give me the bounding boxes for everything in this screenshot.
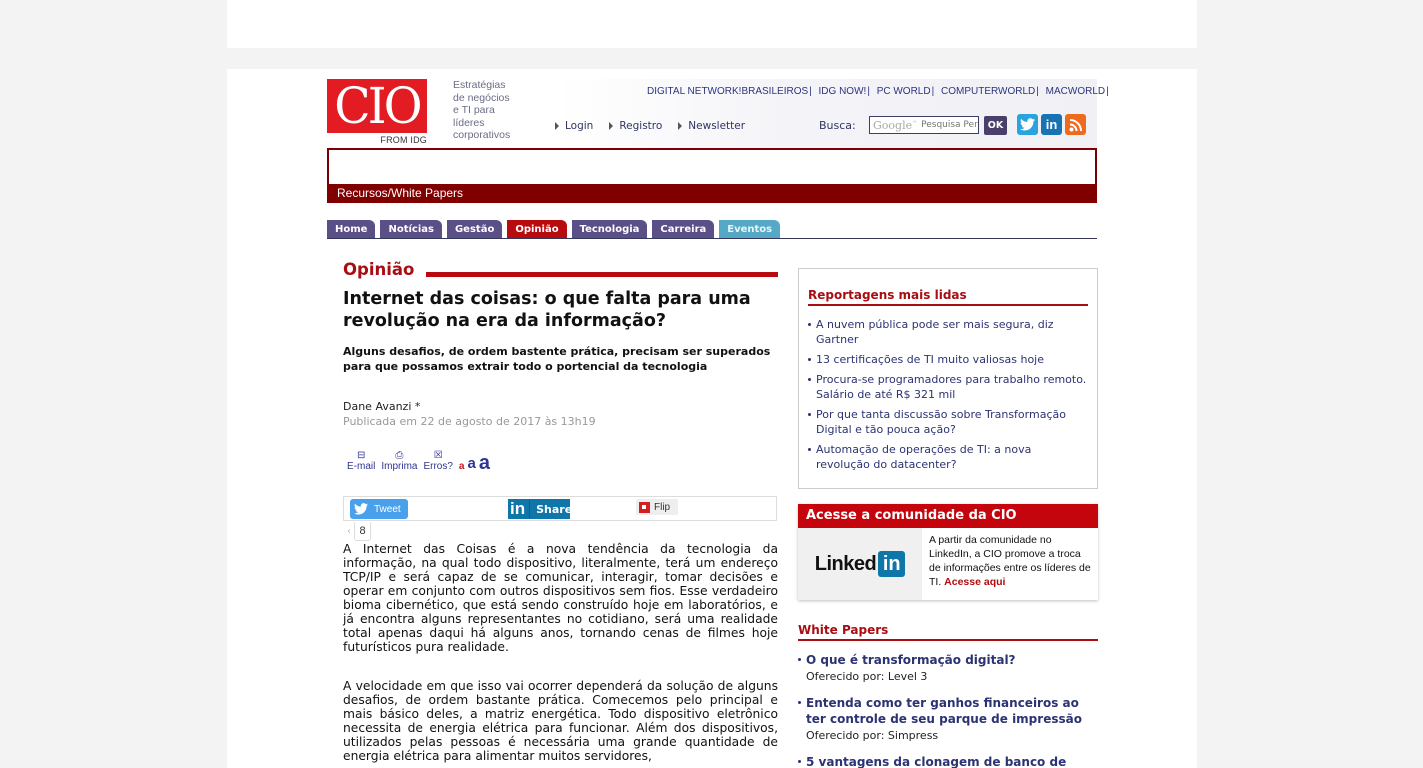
- most-read-item[interactable]: 13 certificações de TI muito valiosas hoje: [808, 352, 1088, 367]
- tab-home[interactable]: Home: [327, 220, 375, 238]
- community-link[interactable]: Acesse aqui: [944, 576, 1006, 588]
- tagline: [453, 79, 510, 142]
- triangle-right-icon: [555, 122, 559, 130]
- article-paragraph: A velocidade em que isso vai ocorrer dependerá da solução de alguns desafios, de ordem bastante prática. Comecemos pelo principal e mais básico deles, a matriz energética. Todo dispositivo eletrônico necessita de energia elétrica para funcionar. Além dos dispositivos, utilizados pelas pessoas é necessária uma grande quantidade de energia elétrica para alimentar muitos servidores,: [343, 679, 778, 763]
- community-description: A partir da comunidade no LinkedIn, a CIO promove a troca de informações entre os líderes de TI.: [929, 534, 1091, 588]
- main-tabs: [327, 220, 780, 238]
- nav-newsletter-label: Newsletter: [688, 120, 746, 132]
- white-paper-item: [798, 754, 1098, 768]
- report-error-button[interactable]: [423, 450, 452, 472]
- white-paper-sponsor: Oferecido por: Simpress: [806, 729, 939, 742]
- email-button[interactable]: [347, 450, 375, 472]
- tab-gestao[interactable]: Gestão: [447, 220, 502, 238]
- separator: |: [931, 86, 935, 97]
- article-subtitle: Alguns desafios, de ordem bastente prática, precisam ser superados para que possamos extrair todo o portencial da tecnologia: [343, 345, 771, 373]
- white-papers-title: White Papers: [798, 623, 1098, 641]
- print-label: Imprima: [381, 461, 418, 472]
- white-paper-link[interactable]: Entenda como ter ganhos financeiros ao ter controle de seu parque de impressão: [806, 696, 1082, 726]
- google-label: Google: [873, 118, 913, 132]
- search-box[interactable]: [869, 116, 979, 134]
- share-bar: [343, 496, 777, 521]
- white-paper-link[interactable]: 5 vantagens da clonagem de banco de: [806, 755, 1067, 768]
- top-ad-area: [227, 0, 1197, 48]
- page-container: [227, 69, 1197, 768]
- email-icon: ⊟: [356, 450, 366, 461]
- nav-login-label: Login: [565, 120, 594, 132]
- network-link-pc-world[interactable]: PC WORLD: [876, 86, 931, 97]
- article-author[interactable]: Dane Avanzi *: [343, 400, 421, 413]
- flipboard-button[interactable]: [636, 499, 678, 515]
- font-size-medium-button[interactable]: a: [467, 455, 476, 472]
- community-body: [798, 528, 1098, 600]
- linkedin-icon[interactable]: in: [1041, 114, 1062, 135]
- nav-registro[interactable]: [609, 120, 662, 132]
- network-links: [647, 86, 1113, 97]
- nav-newsletter[interactable]: [678, 120, 745, 132]
- network-link-computerworld[interactable]: COMPUTERWORLD: [941, 86, 1036, 97]
- linkedin-share-button[interactable]: [508, 499, 573, 519]
- most-read-item[interactable]: Procura-se programadores para trabalho remoto. Salário de até R$ 321 mil: [808, 372, 1088, 402]
- tweet-label: Tweet: [374, 503, 401, 515]
- twitter-icon[interactable]: [1017, 114, 1038, 135]
- nav-registro-label: Registro: [619, 120, 663, 132]
- print-button[interactable]: [381, 450, 417, 472]
- tagline-line: líderes: [453, 116, 485, 129]
- tweet-count: 8: [354, 522, 371, 541]
- separator: |: [1106, 86, 1109, 97]
- tweet-button[interactable]: [350, 499, 408, 519]
- tabs-underline: [327, 238, 1097, 239]
- network-link-macworld[interactable]: MACWORLD: [1045, 86, 1106, 97]
- white-paper-item: [798, 652, 1098, 686]
- white-paper-sponsor: Oferecido por: Level 3: [806, 670, 928, 683]
- linkedin-logo[interactable]: [798, 528, 922, 600]
- flipboard-icon: [639, 502, 650, 513]
- tagline-line: e TI para: [453, 104, 495, 116]
- most-read-list: [808, 317, 1088, 477]
- logo-text: CIO: [334, 77, 420, 135]
- linkedin-logo-box: in: [878, 551, 905, 577]
- white-paper-item: [798, 695, 1098, 745]
- tab-eventos[interactable]: Eventos: [719, 220, 780, 238]
- tagline-line: corporativos: [453, 129, 511, 141]
- network-link-digital-network[interactable]: DIGITAL NETWORK!BRASILEIROS: [647, 86, 809, 97]
- email-label: E-mail: [347, 461, 376, 472]
- tagline-line: Estratégias: [453, 79, 506, 91]
- print-icon: ⎙: [395, 450, 404, 461]
- most-read-box: [798, 268, 1098, 489]
- section-rule: [426, 272, 778, 277]
- most-read-item[interactable]: Por que tanta discussão sobre Transformação Digital e tão pouca ação?: [808, 407, 1088, 437]
- font-size-large-button[interactable]: a: [478, 452, 490, 474]
- most-read-title: Reportagens mais lidas: [808, 288, 1088, 306]
- search-input[interactable]: [921, 120, 979, 130]
- separator: |: [1036, 86, 1039, 97]
- rss-icon[interactable]: [1065, 114, 1086, 135]
- separator: |: [867, 86, 870, 97]
- white-paper-link[interactable]: O que é transformação digital?: [806, 653, 1016, 667]
- search-ok-button[interactable]: OK: [984, 116, 1007, 135]
- cio-logo[interactable]: [327, 79, 427, 145]
- community-text: [929, 533, 1093, 589]
- logo-box: [327, 79, 427, 133]
- article-title: Internet das coisas: o que falta para uma revolução na era da informação?: [343, 289, 751, 331]
- nav-login[interactable]: [555, 120, 593, 132]
- linkedin-share-label: Share: [536, 502, 573, 516]
- font-size-small-button[interactable]: a: [458, 461, 465, 472]
- twitter-bird-icon: [354, 503, 368, 515]
- white-papers-list: [798, 652, 1098, 768]
- tab-opiniao[interactable]: Opinião: [507, 220, 566, 238]
- tagline-line: de negócios: [453, 91, 510, 104]
- article-tools: [347, 450, 490, 472]
- user-nav: [555, 120, 745, 132]
- tab-tecnologia[interactable]: Tecnologia: [572, 220, 648, 238]
- most-read-item[interactable]: A nuvem pública pode ser mais segura, diz Gartner: [808, 317, 1088, 347]
- linkedin-logo-word: Linked: [814, 552, 877, 575]
- section-banner[interactable]: Recursos/White Papers: [327, 184, 1097, 203]
- linkedin-icon: in: [510, 500, 530, 518]
- google-tm: ™: [912, 119, 918, 126]
- community-title: Acesse a comunidade da CIO: [798, 504, 1098, 528]
- article-paragraph: A Internet das Coisas é a nova tendência da tecnologia da informação, na qual todo dispositivo, literalmente, terá um endereço TCP/IP e será capaz de se comunicar, interagir, tomar decisões e operar em conjunto com outros dispositivos sem fios. Esse verdadeiro bioma cibernético, que está sendo construído hoje em laboratórios, e já encontra alguns representantes no cotidiano, será uma realidade total apenas daqui há alguns anos, tornando cenas de filmes hoje futurísticos pura realidade.: [343, 542, 778, 654]
- logo-subtitle: FROM IDG: [380, 135, 427, 145]
- separator: |: [809, 86, 812, 97]
- section-heading: Opinião: [343, 260, 415, 279]
- error-label: Erros?: [423, 461, 453, 472]
- most-read-item[interactable]: Automação de operações de TI: a nova revolução do datacenter?: [808, 442, 1088, 472]
- site-header: [327, 77, 1109, 149]
- community-box: [798, 504, 1098, 600]
- triangle-right-icon: [609, 122, 613, 130]
- error-report-icon: ☒: [433, 450, 443, 461]
- search-label: Busca:: [819, 119, 856, 132]
- flip-label: Flip: [654, 501, 671, 513]
- tab-carreira[interactable]: Carreira: [652, 220, 714, 238]
- triangle-right-icon: [678, 122, 682, 130]
- count-caret-icon: ‹: [347, 526, 351, 537]
- tab-noticias[interactable]: Notícias: [380, 220, 442, 238]
- article-date: Publicada em 22 de agosto de 2017 às 13h19: [343, 415, 596, 428]
- network-link-idg-now[interactable]: IDG NOW!: [818, 86, 867, 97]
- google-logo: [873, 119, 917, 132]
